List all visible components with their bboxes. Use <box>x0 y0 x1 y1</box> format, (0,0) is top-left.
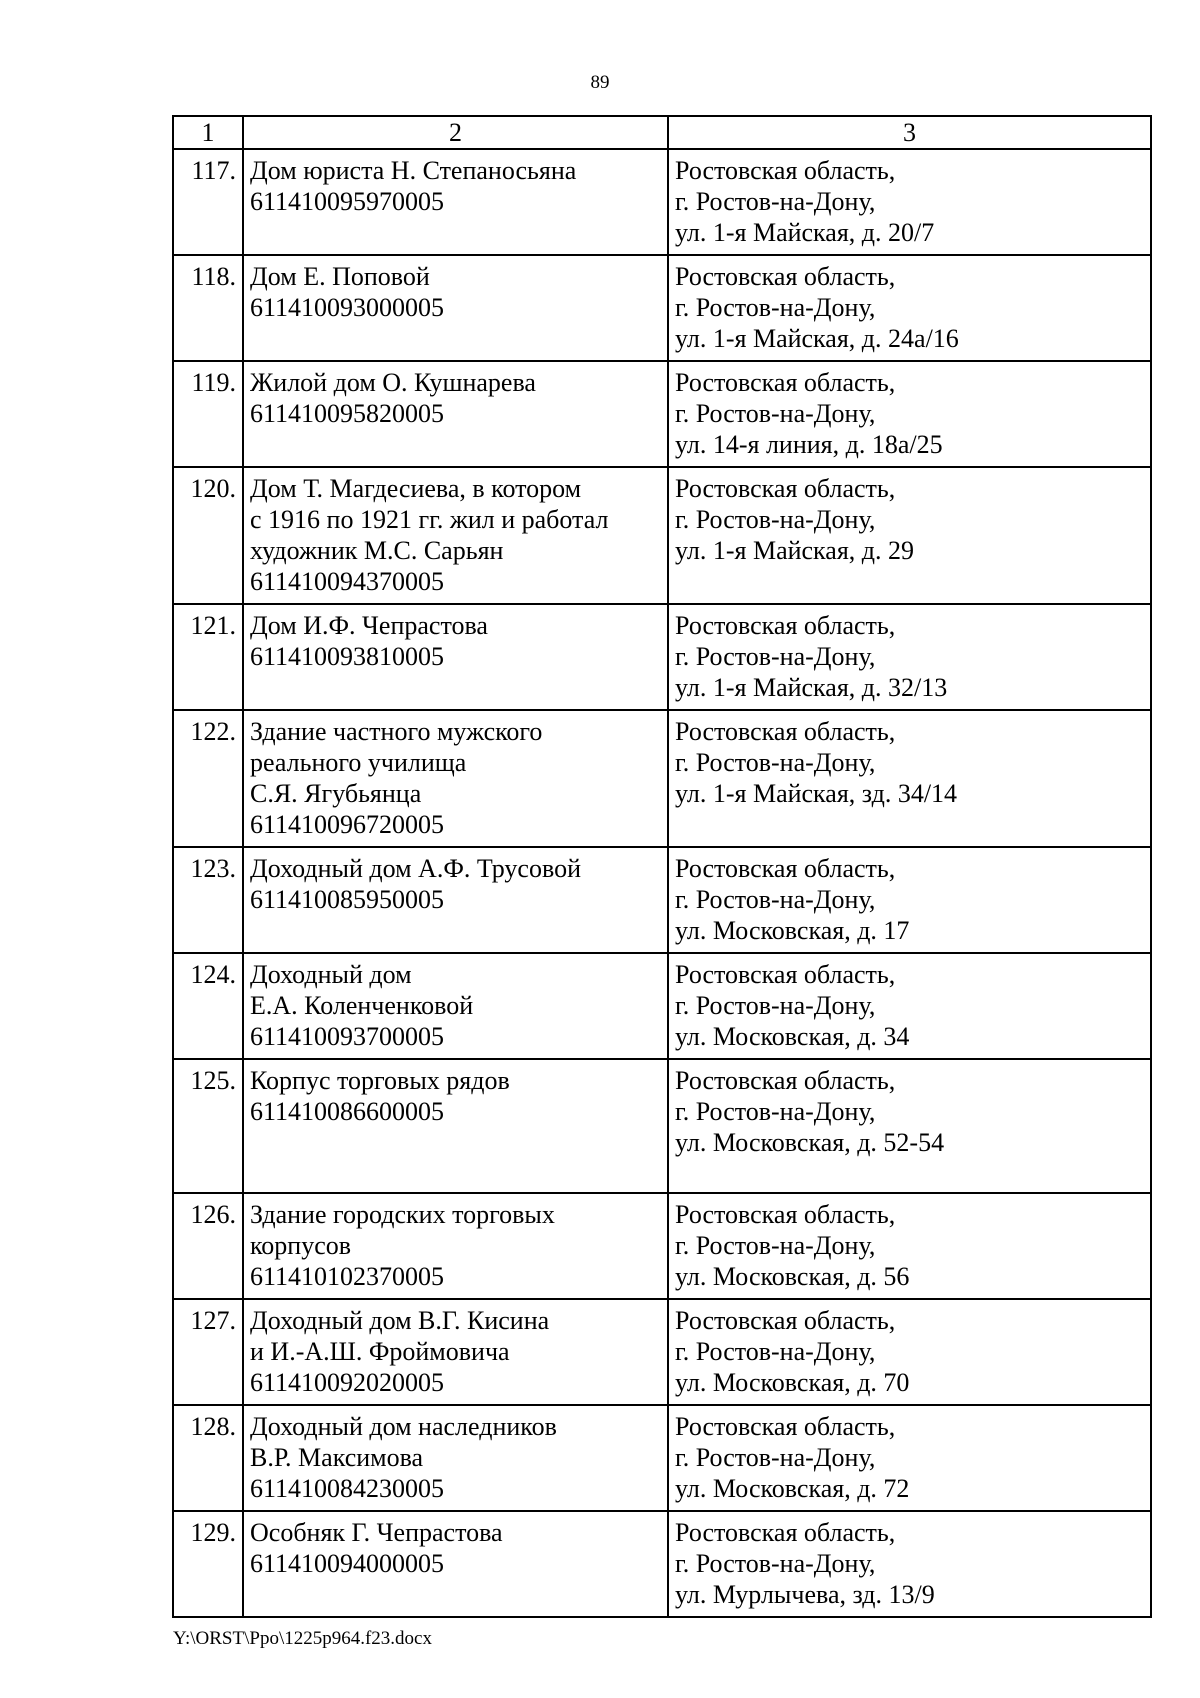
address-line: ул. Московская, д. 70 <box>675 1368 910 1397</box>
address-cell <box>668 847 1151 953</box>
address-line: Ростовская область, <box>675 1518 896 1547</box>
object-name-line: 611410086600005 <box>250 1097 445 1126</box>
object-name-line: 611410084230005 <box>250 1474 445 1503</box>
object-name-line: Доходный дом В.Г. Кисина <box>250 1306 550 1335</box>
address-line: Ростовская область, <box>675 1066 896 1095</box>
object-name-line: 611410093700005 <box>250 1022 445 1051</box>
table-row <box>173 604 1151 710</box>
row-number: 128. <box>173 1405 243 1511</box>
address-cell <box>668 1193 1151 1299</box>
object-name-cell <box>243 953 668 1059</box>
object-name-line: 611410095820005 <box>250 399 445 428</box>
object-name-line: корпусов <box>250 1231 352 1260</box>
row-number: 120. <box>173 467 243 604</box>
address-line: г. Ростов-на-Дону, <box>675 505 876 534</box>
address-line: Ростовская область, <box>675 262 896 291</box>
address-cell <box>668 1299 1151 1405</box>
object-name-line: 611410092020005 <box>250 1368 445 1397</box>
object-name-cell <box>243 467 668 604</box>
object-name-cell <box>243 1193 668 1299</box>
row-number: 118. <box>173 255 243 361</box>
column-header-number: 1 <box>173 116 243 149</box>
address-line: Ростовская область, <box>675 611 896 640</box>
table-body <box>173 149 1151 1617</box>
table-row <box>173 1059 1151 1193</box>
address-line: г. Ростов-на-Дону, <box>675 748 876 777</box>
address-line: Ростовская область, <box>675 717 896 746</box>
address-line: ул. 1-я Майская, д. 29 <box>675 536 915 565</box>
object-name-line: Доходный дом <box>250 960 412 989</box>
address-line: ул. Мурлычева, зд. 13/9 <box>675 1580 935 1609</box>
address-line: Ростовская область, <box>675 1306 896 1335</box>
object-name-line: 611410096720005 <box>250 810 445 839</box>
address-line: ул. 1-я Майская, зд. 34/14 <box>675 779 958 808</box>
row-number: 117. <box>173 149 243 255</box>
column-header-address: 3 <box>668 116 1151 149</box>
object-name-line: 611410102370005 <box>250 1262 445 1291</box>
object-name-line: Дом И.Ф. Чепрастова <box>250 611 488 640</box>
address-line: Ростовская область, <box>675 368 896 397</box>
object-name-line: и И.-А.Ш. Фроймовича <box>250 1337 510 1366</box>
address-cell <box>668 1511 1151 1617</box>
table-row <box>173 953 1151 1059</box>
address-line: Ростовская область, <box>675 474 896 503</box>
object-name-line: Дом Е. Поповой <box>250 262 430 291</box>
row-number: 126. <box>173 1193 243 1299</box>
object-name-line: Здание частного мужского <box>250 717 543 746</box>
address-line: г. Ростов-на-Дону, <box>675 187 876 216</box>
object-name-line: Е.А. Коленченковой <box>250 991 474 1020</box>
address-line: ул. 1-я Майская, д. 24а/16 <box>675 324 959 353</box>
object-name-cell <box>243 1511 668 1617</box>
address-cell <box>668 953 1151 1059</box>
object-name-line: реального училища <box>250 748 467 777</box>
object-name-cell <box>243 1405 668 1511</box>
object-name-cell <box>243 604 668 710</box>
address-cell <box>668 361 1151 467</box>
table-row <box>173 710 1151 847</box>
object-name-line: Доходный дом наследников <box>250 1412 557 1441</box>
address-cell <box>668 604 1151 710</box>
address-line: ул. Московская, д. 17 <box>675 916 910 945</box>
object-name-line: Жилой дом О. Кушнарева <box>250 368 536 397</box>
address-line: г. Ростов-на-Дону, <box>675 885 876 914</box>
row-number: 123. <box>173 847 243 953</box>
address-cell <box>668 467 1151 604</box>
row-number: 124. <box>173 953 243 1059</box>
object-name-cell <box>243 149 668 255</box>
address-line: г. Ростов-на-Дону, <box>675 642 876 671</box>
address-cell <box>668 1059 1151 1193</box>
object-name-cell <box>243 1299 668 1405</box>
object-name-line: с 1916 по 1921 гг. жил и работал <box>250 505 609 534</box>
object-name-line: Особняк Г. Чепрастова <box>250 1518 503 1547</box>
row-number: 127. <box>173 1299 243 1405</box>
object-name-line: 611410085950005 <box>250 885 445 914</box>
object-name-line: Дом юриста Н. Степаносьяна <box>250 156 577 185</box>
address-line: г. Ростов-на-Дону, <box>675 991 876 1020</box>
object-name-cell <box>243 847 668 953</box>
address-line: Ростовская область, <box>675 1200 896 1229</box>
object-name-line: Здание городских торговых <box>250 1200 555 1229</box>
address-line: г. Ростов-на-Дону, <box>675 1097 876 1126</box>
page-number: 89 <box>590 72 610 93</box>
address-line: г. Ростов-на-Дону, <box>675 1231 876 1260</box>
object-name-line: 611410095970005 <box>250 187 445 216</box>
object-name-cell <box>243 1059 668 1193</box>
row-number: 119. <box>173 361 243 467</box>
object-name-line: художник М.С. Сарьян <box>250 536 504 565</box>
table-row <box>173 1405 1151 1511</box>
address-line: ул. 1-я Майская, д. 20/7 <box>675 218 935 247</box>
table-header-row <box>173 116 1151 149</box>
address-cell <box>668 710 1151 847</box>
object-name-line: С.Я. Ягубьянца <box>250 779 422 808</box>
object-name-line: Дом Т. Магдесиева, в котором <box>250 474 582 503</box>
address-line: г. Ростов-на-Дону, <box>675 1337 876 1366</box>
address-line: г. Ростов-на-Дону, <box>675 293 876 322</box>
address-line: ул. Московская, д. 34 <box>675 1022 910 1051</box>
address-line: Ростовская область, <box>675 854 896 883</box>
object-name-line: 611410094000005 <box>250 1549 445 1578</box>
table-row <box>173 467 1151 604</box>
object-name-line: Корпус торговых рядов <box>250 1066 510 1095</box>
object-name-line: Доходный дом А.Ф. Трусовой <box>250 854 581 883</box>
object-name-cell <box>243 361 668 467</box>
address-cell <box>668 1405 1151 1511</box>
table-row <box>173 255 1151 361</box>
address-line: г. Ростов-на-Дону, <box>675 399 876 428</box>
address-line: ул. Московская, д. 52-54 <box>675 1128 945 1157</box>
address-line: ул. Московская, д. 56 <box>675 1262 910 1291</box>
object-name-line: 611410094370005 <box>250 567 445 596</box>
table-row <box>173 847 1151 953</box>
table-row <box>173 1193 1151 1299</box>
table-row <box>173 1511 1151 1617</box>
address-line: ул. 1-я Майская, д. 32/13 <box>675 673 948 702</box>
address-line: Ростовская область, <box>675 156 896 185</box>
object-name-line: 611410093810005 <box>250 642 445 671</box>
address-line: ул. 14-я линия, д. 18а/25 <box>675 430 943 459</box>
table-row <box>173 149 1151 255</box>
heritage-objects-table <box>172 115 1152 1618</box>
address-cell <box>668 149 1151 255</box>
object-name-cell <box>243 710 668 847</box>
address-line: Ростовская область, <box>675 960 896 989</box>
object-name-line: 611410093000005 <box>250 293 445 322</box>
object-name-line: В.Р. Максимова <box>250 1443 424 1472</box>
row-number: 129. <box>173 1511 243 1617</box>
address-line: ул. Московская, д. 72 <box>675 1474 910 1503</box>
row-number: 122. <box>173 710 243 847</box>
address-cell <box>668 255 1151 361</box>
table-row <box>173 1299 1151 1405</box>
table-row <box>173 361 1151 467</box>
row-number: 125. <box>173 1059 243 1193</box>
address-line: г. Ростов-на-Дону, <box>675 1443 876 1472</box>
address-line: г. Ростов-на-Дону, <box>675 1549 876 1578</box>
address-line: Ростовская область, <box>675 1412 896 1441</box>
file-path-footer: Y:\ORST\Ppo\1225p964.f23.docx <box>173 1628 432 1649</box>
column-header-name: 2 <box>243 116 668 149</box>
object-name-cell <box>243 255 668 361</box>
row-number: 121. <box>173 604 243 710</box>
